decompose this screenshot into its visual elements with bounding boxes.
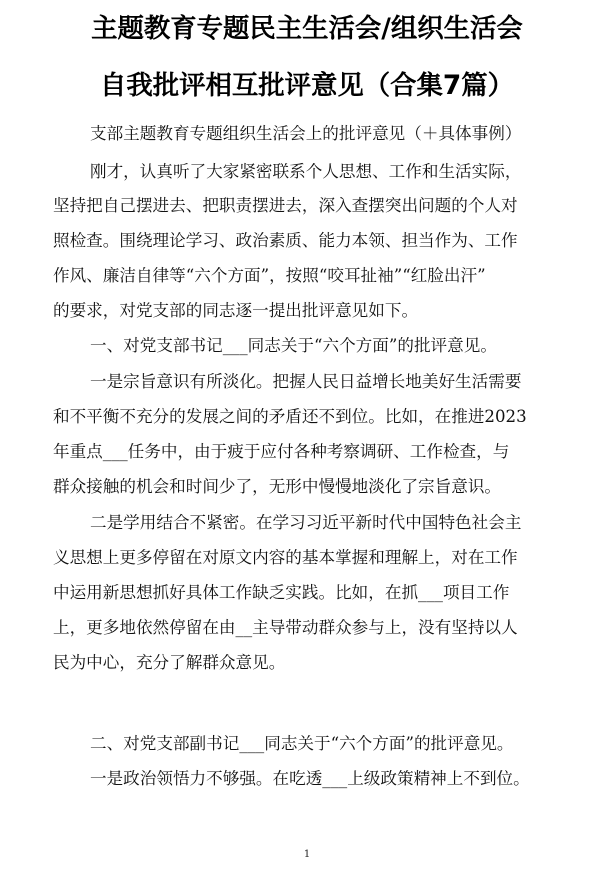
- paragraph-line: 义思想上更多停留在对原文内容的基本掌握和理解上，对在工作: [53, 548, 518, 567]
- paragraph-line: 作风、廉洁自律等“六个方面”，按照“咬耳扯袖”“红脸出汗”: [53, 266, 486, 285]
- paragraph-line: 一是宗旨意识有所淡化。把握人民日益增长地美好生活需要: [90, 372, 522, 391]
- paragraph-line: 上，更多地依然停留在由__主导带动群众参与上，没有坚持以人: [53, 618, 518, 637]
- paragraph-line: 坚持把自己摆进去、把职责摆进去，深入查摆突出问题的个人对: [53, 196, 518, 215]
- paragraph-line: 民为中心，充分了解群众意见。: [53, 653, 286, 672]
- paragraph-line: 二是学用结合不紧密。在学习习近平新时代中国特色社会主: [90, 513, 522, 532]
- document-title-line-1: 主题教育专题民主生活会/组织生活会: [91, 14, 523, 44]
- paragraph-line: 一是政治领悟力不够强。在吃透___上级政策精神上不到位。: [90, 769, 530, 788]
- paragraph-line: 群众接触的机会和时间少了，无形中慢慢地淡化了宗旨意识。: [53, 477, 502, 496]
- paragraph-line: 中运用新思想抓好具体工作缺乏实践。比如，在抓___项目工作: [53, 583, 510, 602]
- document-title-line-2: 自我批评相互批评意见（合集7篇）: [100, 71, 514, 101]
- paragraph-line: 的要求，对党支部的同志逐一提出批评意见如下。: [53, 301, 419, 320]
- section-heading: 一、对党支部书记___同志关于“六个方面”的批评意见。: [90, 336, 497, 355]
- paragraph-line: 年重点___任务中，由于疲于应付各种考察调研、工作检查，与: [53, 442, 510, 461]
- section-heading: 支部主题教育专题组织生活会上的批评意见（＋具体事例）: [90, 124, 522, 143]
- page-number: 1: [303, 849, 311, 860]
- paragraph-line: 照检查。围绕理论学习、政治素质、能力本领、担当作为、工作: [53, 231, 518, 250]
- paragraph-line: 和不平衡不充分的发展之间的矛盾还不到位。比如，在推进2023: [53, 407, 527, 426]
- paragraph-line: 刚才，认真听了大家紧密联系个人思想、工作和生活实际，: [90, 162, 522, 181]
- section-heading: 二、对党支部副书记___同志关于“六个方面”的批评意见。: [90, 734, 514, 753]
